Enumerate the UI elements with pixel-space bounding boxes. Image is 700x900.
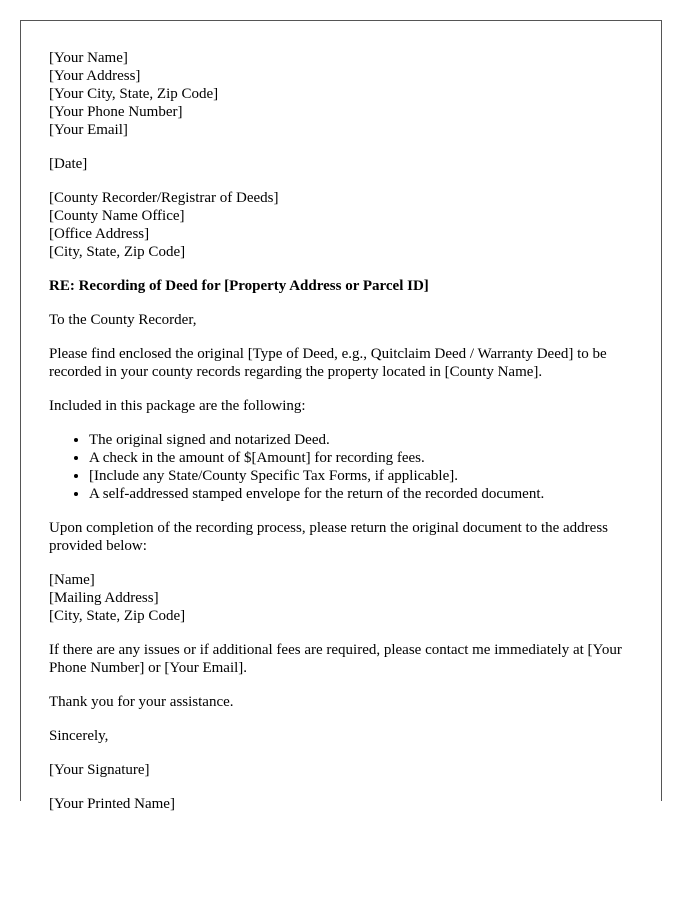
intro-paragraph: Please find enclosed the original [Type of Deed, e.g., Quitclaim Deed / Warranty Deed] to be recorded in your county records regarding the property located in [County Name]. bbox=[49, 346, 607, 380]
recipient-city-state-zip: [City, State, Zip Code] bbox=[49, 244, 186, 260]
list-item: • [Include any State/County Specific Tax Forms, if applicable]. bbox=[89, 467, 639, 485]
return-name: [Name] bbox=[49, 572, 95, 588]
recipient-title: [County Recorder/Registrar of Deeds] bbox=[49, 190, 279, 206]
return-instructions: Upon completion of the recording process, please return the original document to the address provided below: bbox=[49, 520, 608, 554]
sender-phone: [Your Phone Number] bbox=[49, 104, 183, 120]
sender-email: [Your Email] bbox=[49, 122, 128, 138]
thanks-line: Thank you for your assistance. bbox=[49, 694, 234, 710]
sender-name: [Your Name] bbox=[49, 50, 128, 66]
sender-block bbox=[49, 49, 639, 139]
contact-note: If there are any issues or if additional fees are required, please contact me immediately at [Your Phone Number] or [Your Email]. bbox=[49, 642, 622, 676]
return-city-state-zip: [City, State, Zip Code] bbox=[49, 608, 186, 624]
list-item: • A check in the amount of $[Amount] for recording fees. bbox=[89, 449, 639, 467]
included-heading: Included in this package are the following: bbox=[49, 398, 306, 414]
closing: Sincerely, bbox=[49, 728, 109, 744]
salutation: To the County Recorder, bbox=[49, 312, 197, 328]
letter-page bbox=[20, 20, 662, 812]
included-items-list bbox=[49, 431, 639, 503]
list-item: • The original signed and notarized Deed. bbox=[89, 431, 639, 449]
letter-date: [Date] bbox=[49, 156, 88, 172]
recipient-office: [County Name Office] bbox=[49, 208, 185, 224]
recipient-address: [Office Address] bbox=[49, 226, 150, 242]
subject-line: RE: Recording of Deed for [Property Address or Parcel ID] bbox=[49, 278, 429, 294]
return-mailing-address: [Mailing Address] bbox=[49, 590, 159, 606]
sender-city-state-zip: [Your City, State, Zip Code] bbox=[49, 86, 219, 102]
printed-name: [Your Printed Name] bbox=[49, 796, 175, 812]
list-item: • A self-addressed stamped envelope for the return of the recorded document. bbox=[89, 485, 639, 503]
signature: [Your Signature] bbox=[49, 762, 150, 778]
recipient-block bbox=[49, 189, 639, 261]
sender-address: [Your Address] bbox=[49, 68, 141, 84]
letter-content bbox=[49, 49, 639, 829]
return-address-block bbox=[49, 571, 639, 625]
